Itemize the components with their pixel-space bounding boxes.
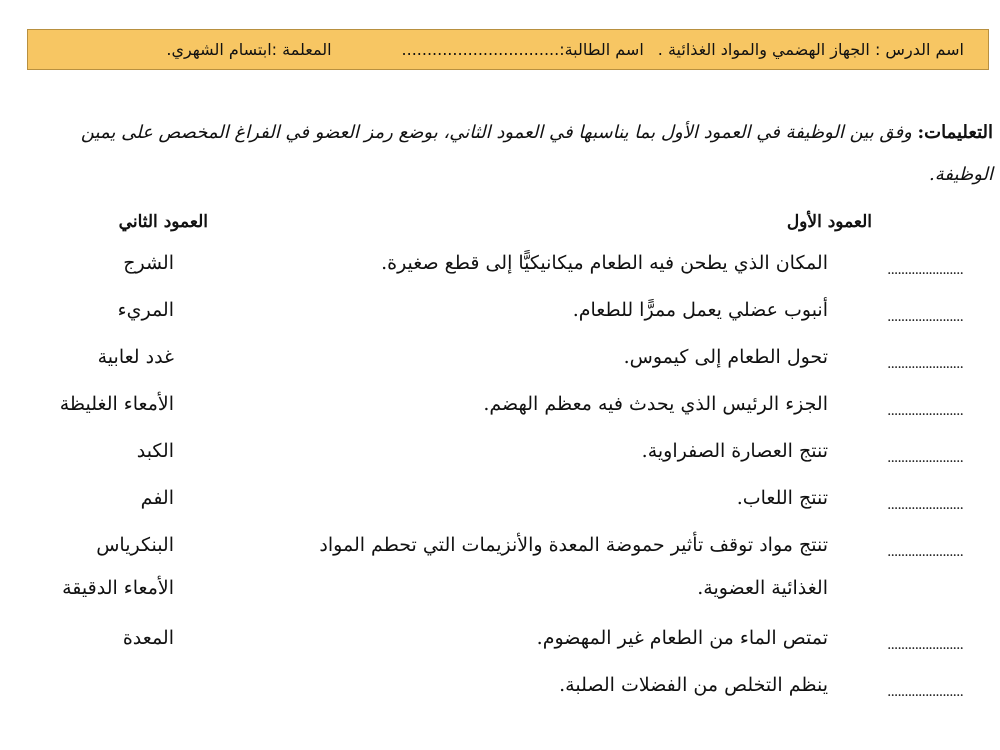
organ-text: المعدة (122, 627, 174, 649)
answer-blank[interactable]: ...................... (887, 262, 963, 278)
answer-blank[interactable]: ...................... (887, 637, 963, 653)
function-text: ينظم التخلص من الفضلات الصلبة. (559, 674, 828, 696)
organ-text: الفم (140, 487, 174, 509)
lesson-title: اسم الدرس : الجهاز الهضمي والمواد الغذائية . (657, 40, 964, 59)
answer-blank[interactable]: ...................... (887, 450, 963, 466)
match-row (0, 393, 1000, 425)
match-row (0, 252, 1000, 284)
student-name-field[interactable]: اسم الطالبة:............................... (401, 40, 644, 59)
organ-text: غدد لعابية (97, 346, 174, 368)
organ-text: الأمعاء الدقيقة (62, 577, 174, 599)
column-second-heading: العمود الثاني (118, 212, 208, 232)
organ-text: الشرج (123, 252, 174, 274)
column-first-heading: العمود الأول (786, 212, 872, 232)
match-row (0, 440, 1000, 472)
match-row (0, 674, 1000, 706)
answer-blank[interactable]: ...................... (887, 544, 963, 560)
answer-blank[interactable]: ...................... (887, 684, 963, 700)
answer-blank[interactable]: ...................... (887, 309, 963, 325)
organ-text: الكبد (136, 440, 174, 462)
function-text: تنتج مواد توقف تأثير حموضة المعدة والأنزيمات التي تحطم المواد (319, 534, 828, 556)
answer-blank[interactable]: ...................... (887, 497, 963, 513)
instructions (15, 112, 993, 196)
function-text: تنتج العصارة الصفراوية. (641, 440, 828, 462)
function-text: الجزء الرئيس الذي يحدث فيه معظم الهضم. (483, 393, 828, 415)
teacher-name: المعلمة :ابتسام الشهري. (166, 40, 332, 59)
match-row (0, 627, 1000, 659)
match-row (0, 346, 1000, 378)
match-row (0, 487, 1000, 519)
header-bar (27, 29, 989, 70)
answer-blank[interactable]: ...................... (887, 356, 963, 372)
function-text: المكان الذي يطحن فيه الطعام ميكانيكيًّا إلى قطع صغيرة. (381, 252, 828, 274)
function-text: الغذائية العضوية. (697, 577, 828, 599)
function-text: تنتج اللعاب. (736, 487, 828, 509)
match-row-continuation (0, 577, 1000, 609)
organ-text: المريء (117, 299, 174, 321)
match-row (0, 299, 1000, 331)
instructions-text: وفق بين الوظيفة في العمود الأول بما يناسبها في العمود الثاني، بوضع رمز العضو في الفراغ المخصص على يمين الوظيفة. (80, 122, 993, 185)
function-text: أنبوب عضلي يعمل ممرًّا للطعام. (572, 299, 828, 321)
instructions-label: التعليمات: (917, 122, 993, 143)
organ-text: البنكرياس (96, 534, 174, 556)
organ-text: الأمعاء الغليظة (59, 393, 174, 415)
answer-blank[interactable]: ...................... (887, 403, 963, 419)
match-row (0, 534, 1000, 566)
function-text: تمتص الماء من الطعام غير المهضوم. (536, 627, 828, 649)
function-text: تحول الطعام إلى كيموس. (623, 346, 828, 368)
